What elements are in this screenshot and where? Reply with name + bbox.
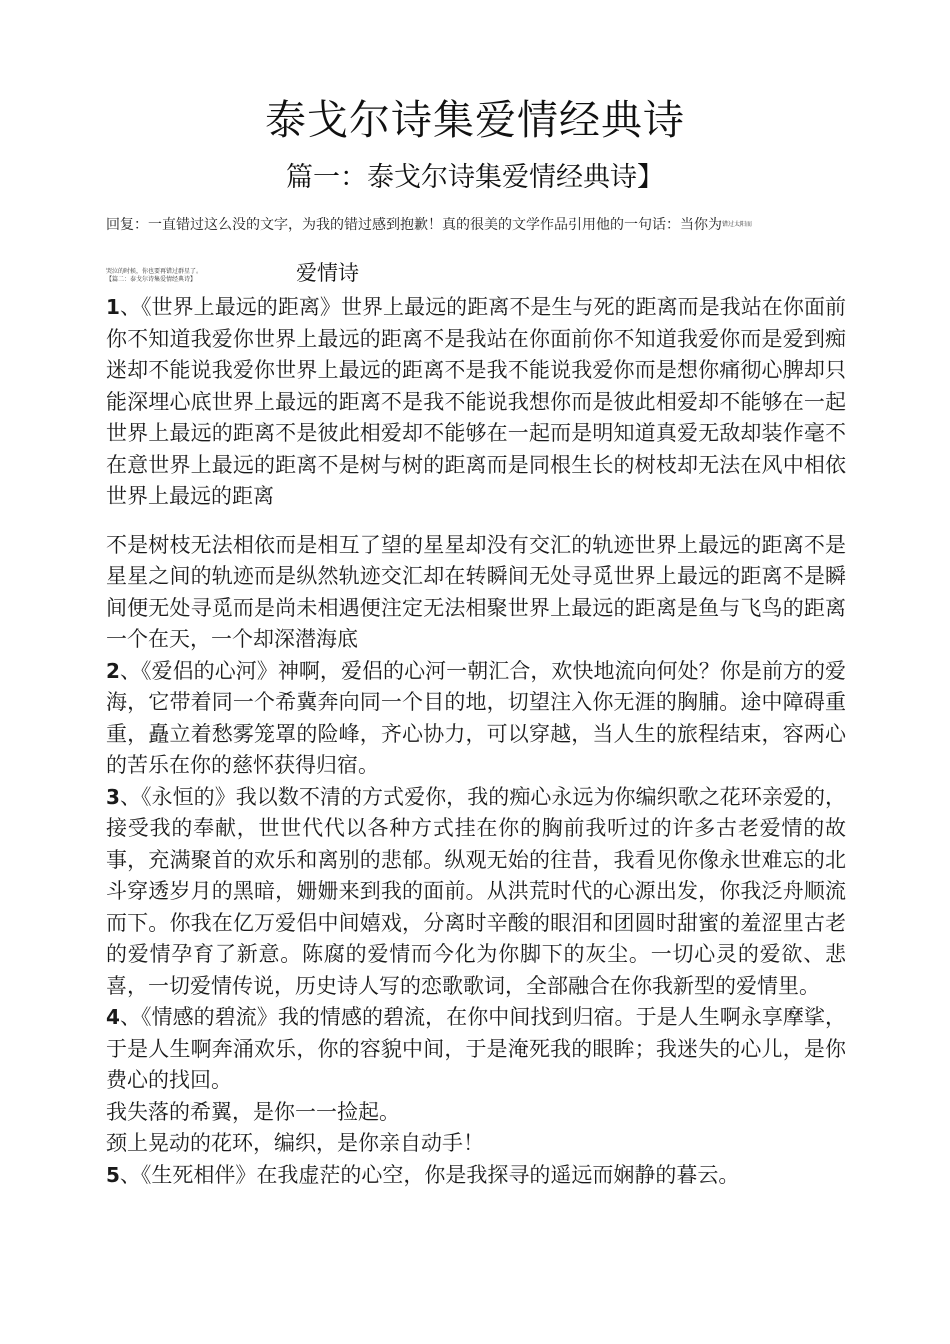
paragraph-3: [106, 782, 846, 1003]
poem-body: [106, 292, 846, 1191]
paragraph-text: 、《情感的碧流》我的情感的碧流，在你中间找到归宿。于是人生啊永享摩挲，于是人生啊奔涌欢乐，你的容貌中间，于是淹死我的眼眸；我迷失的心儿，是你费心的找回。: [106, 1005, 846, 1092]
paragraph-4-line-2: [106, 1097, 846, 1129]
paragraph-5: [106, 1160, 846, 1192]
paragraph-text: 、《世界上最远的距离》世界上最远的距离不是生与死的距离而是我站在你面前你不知道我爱你世界上最远的距离不是我站在你面前你不知道我爱你而是爱到痴迷却不能说我爱你世界上最远的距离不是我不能说我爱你而是想你痛彻心脾却只能深埋心底世界上最远的距离不是我不能说我想你而是彼此相爱却不能够在一起世界上最远的距离不是彼此相爱却不能够在一起而是明知道真爱无敌却装作毫不在意世界上最远的距离不是树与树的距离而是同根生长的树枝却无法在风中相依世界上最远的距离: [106, 295, 846, 508]
section-heading-love-poems: 爱情诗: [296, 261, 359, 285]
intro-line: [106, 214, 846, 236]
paragraph-1-continued: [106, 530, 846, 656]
paragraph-number: 5: [106, 1162, 120, 1187]
paragraph-text: 、《生死相伴》在我虚茫的心空，你是我探寻的遥远而娴静的暮云。: [119, 1162, 740, 1187]
document-subtitle: 篇一：泰戈尔诗集爱情经典诗】: [286, 162, 664, 193]
paragraph-text: 不是树枝无法相依而是相互了望的星星却没有交汇的轨迹世界上最远的距离不是星星之间的轨迹而是纵然轨迹交汇却在转瞬间无处寻觅世界上最远的距离不是瞬间便无处寻觅而是尚未相遇便注定无法相聚世界上最远的距离是鱼与飞鸟的距离一个在天，一个却深潜海底: [106, 532, 846, 651]
tiny-line-2: 【篇二：泰戈尔诗集爱情经典诗】: [106, 276, 197, 283]
paragraph-text: 、《爱侣的心河》神啊，爱侣的心河一朝汇合，欢快地流向何处？你是前方的爱海，它带着同一个希冀奔向同一个目的地，切望注入你无涯的胸脯。途中障碍重重，矗立着愁雾笼罩的险峰，齐心协力，可以穿越，当人生的旅程结束，容两心的苦乐在你的慈怀获得归宿。: [106, 658, 846, 777]
intro-text: 回复：一直错过这么没的文字，为我的错过感到抱歉！真的很美的文学作品引用他的一句话：当你为: [106, 217, 722, 233]
document-title: 泰戈尔诗集爱情经典诗: [265, 96, 685, 144]
tiny-line-1: 哭泣的时候，你也要再错过群星了。: [106, 268, 203, 275]
paragraph-text: 、《永恒的》我以数不清的方式爱你，我的痴心永远为你编织歌之花环亲爱的，接受我的奉献，世世代代以各种方式挂在你的胸前我听过的许多古老爱情的故事，充满聚首的欢乐和离别的悲郁。纵观无始的往昔，我看见你像永世难忘的北斗穿透岁月的黑暗，姗姗来到我的面前。从洪荒时代的心源出发，你我泛舟顺流而下。你我在亿万爱侣中间嬉戏，分离时辛酸的眼泪和团圆时甜蜜的羞涩里古老的爱情孕育了新意。陈腐的爱情而今化为你脚下的灰尘。一切心灵的爱欲、悲喜，一切爱情传说，历史诗人写的恋歌歌词，全部融合在你我新型的爱情里。: [106, 784, 846, 998]
intro-tiny-tail: 错过太阳而: [722, 221, 753, 228]
paragraph-text: 我失落的希翼，是你一一捡起。: [106, 1099, 400, 1124]
paragraph-number: 2: [106, 658, 120, 683]
paragraph-number: 3: [106, 784, 120, 809]
paragraph-4-line-3: [106, 1128, 846, 1160]
paragraph-2: [106, 656, 846, 782]
paragraph-text: 颈上晃动的花环，编织，是你亲自动手！: [106, 1131, 484, 1155]
paragraph-number: 4: [106, 1005, 120, 1029]
paragraph-number: 1: [106, 295, 120, 319]
paragraph-4: [106, 1002, 846, 1097]
paragraph-1: [106, 292, 846, 513]
